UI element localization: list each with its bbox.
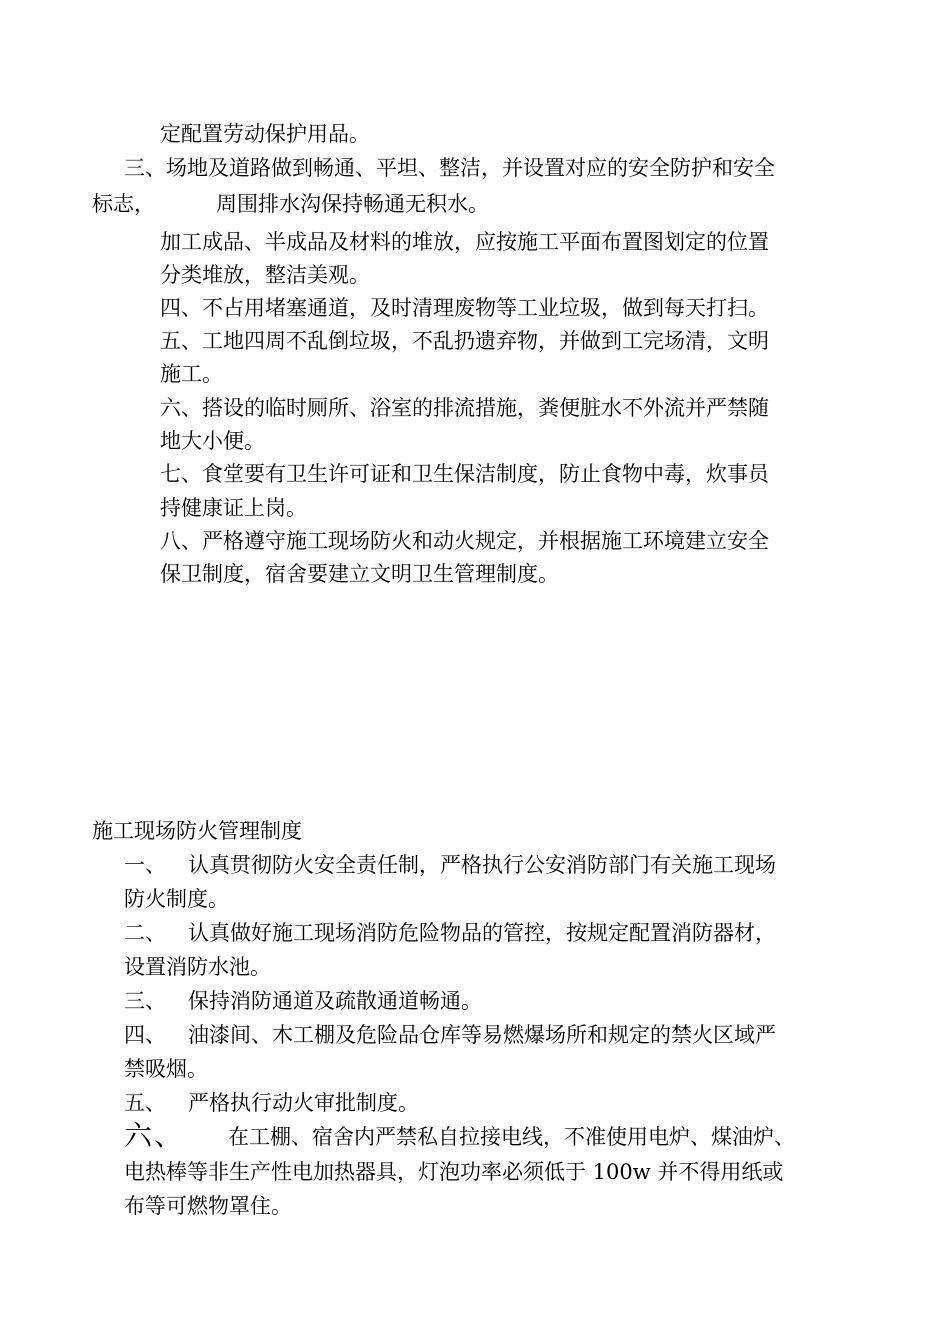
item-number: 三、 [124,989,166,1013]
paragraph-line: 三、场地及道路做到畅通、平坦、整洁，并设置对应的安全防护和安全 [124,156,775,180]
item-number: 五、 [124,1091,166,1115]
paragraph-line: 保卫制度，宿舍要建立文明卫生管理制度。 [160,562,559,586]
item-text: 严格执行动火审批制度。 [188,1091,419,1115]
item-text: 电热棒等非生产性电加热器具，灯泡功率必须低于 100w 并不得用纸或 [124,1160,784,1184]
paragraph-line: 施工。 [160,362,223,386]
paragraph-line: 标志， [92,192,155,216]
paragraph-line: 六、搭设的临时厕所、浴室的排流措施，粪便脏水不外流并严禁随 [160,396,769,420]
paragraph-line: 五、工地四周不乱倒垃圾，不乱扔遗弃物，并做到工完场清，文明 [160,329,769,353]
item-text: 油漆间、木工棚及危险品仓库等易燃爆场所和规定的禁火区域严 [188,1023,776,1047]
item-number: 一、 [124,853,166,877]
item-text: 认真贯彻防火安全责任制，严格执行公安消防部门有关施工现场 [188,853,776,877]
item-text: 保持消防通道及疏散通道畅通。 [188,989,482,1013]
paragraph-line: 四、不占用堵塞通道，及时清理废物等工业垃圾，做到每天打扫。 [160,296,769,320]
paragraph-line: 周围排水沟保持畅通无积水。 [216,192,489,216]
item-text: 布等可燃物罩住。 [124,1194,292,1218]
paragraph-line: 八、严格遵守施工现场防火和动火规定，并根据施工环境建立安全 [160,529,769,553]
paragraph-line: 加工成品、半成品及材料的堆放，应按施工平面布置图划定的位置 [160,230,769,254]
paragraph-line: 地大小便。 [160,429,265,453]
item-number: 六、 [124,1119,185,1152]
paragraph-line: 持健康证上岗。 [160,496,307,520]
item-text: 禁吸烟。 [124,1057,208,1081]
paragraph-line: 分类堆放，整洁美观。 [160,263,370,287]
section-title: 施工现场防火管理制度 [92,819,302,843]
item-text: 防火制度。 [124,887,229,911]
item-text: 设置消防水池。 [124,955,271,979]
item-number: 二、 [124,921,166,945]
item-text: 在工棚、宿舍内严禁私自拉接电线，不准使用电炉、煤油炉、 [228,1125,795,1149]
paragraph-line: 七、食堂要有卫生许可证和卫生保洁制度，防止食物中毒，炊事员 [160,462,769,486]
item-number: 四、 [124,1023,166,1047]
paragraph-line: 定配置劳动保护用品。 [160,122,370,146]
item-text: 认真做好施工现场消防危险物品的管控，按规定配置消防器材， [188,921,776,945]
